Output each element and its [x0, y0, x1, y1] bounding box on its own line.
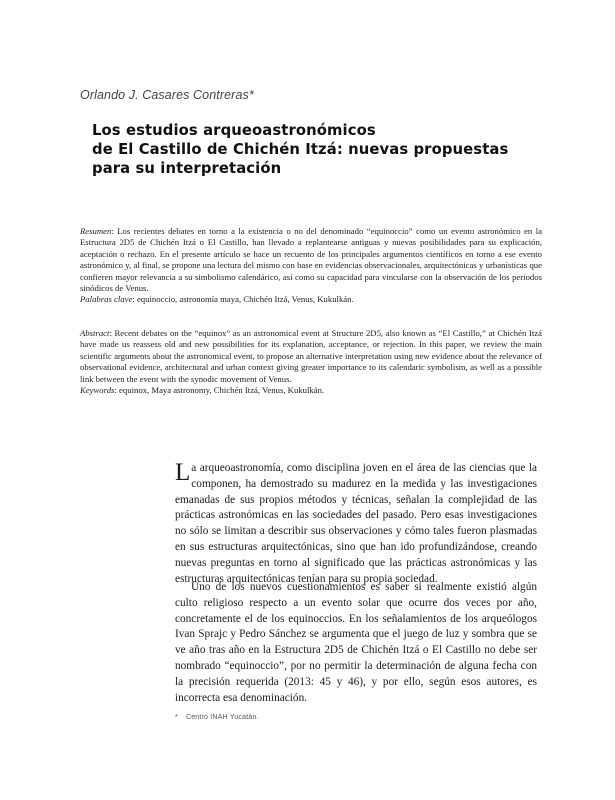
footnote-text: Centro INAH Yucatán. — [185, 714, 259, 721]
title-line: Los estudios arqueoastronómicos — [92, 122, 376, 139]
palabras-clave-text: : equinoccio, astronomía maya, Chichén Itzá, Venus, Kukulkán. — [132, 294, 354, 305]
article-title — [92, 121, 552, 178]
body-paragraph-1 — [175, 461, 537, 587]
resumen-text: : Los recientes debates en torno a la existencia o no del denominado “equinoccio” como un evento astronómico en la Estructura 2D5 de Chichén Itzá o El Castillo, han llevado a replantearse antiguas y nuevas posibilidades para su explicación, aceptación o rechazo. En el presente artículo se hace un recuento de los principales argumentos científicos en torno a ese evento astronómico y, al final, se propone una lectura del mismo con base en evidencias observacionales, arquitectónicas y urbanísticas que confieren mayor relevancia a su simbolismo calendárico, así como su capacidad para vincularse con la observación de los periodos sinódicos de Venus. — [80, 226, 542, 294]
abstract-label: Abstract — [80, 328, 110, 338]
footnote — [175, 714, 259, 721]
title-line: para su interpretación — [92, 160, 282, 177]
resumen-label: Resumen — [80, 226, 112, 236]
resumen-block — [80, 226, 542, 306]
abstract-block — [80, 328, 542, 396]
body-paragraph-2: Uno de los nuevos cuestionamientos es saber si realmente existió algún culto religioso respecto a un evento solar que ocurre dos veces por año, concretamente el de los equinoccios. En los señalamientos de los arqueólogos Ivan Sprajc y Pedro Sánchez se argumenta que el juego de luz y sombra que se ve año tras año en la Estructura 2D5 de Chichén Itzá o El Castillo no debe ser nombrado “equinoccio”, por no permitir la determinación de alguna fecha con la precisión requerida (2013: 45 y 46), y por ello, según esos autores, es incorrecta esa denominación. — [175, 581, 537, 704]
paragraph-text: a arqueoastronomía, como disciplina joven en el área de las ciencias que la componen, ha demostrado su madurez en la medida y las investigaciones emanadas de sus propios métodos y técnicas, señalan la complejidad de las prácticas astronómicas en las sociedades del pasado. Pero esas investigaciones no sólo se limitan a describir sus observaciones y cómo tales fueron plasmadas en sus estructuras arquitectónicas, sino que han ido profundizándose, creando nuevas preguntas en torno al significado que las prácticas astronómicas y las estructuras arquitectónicas tenían para su propia sociedad. — [175, 462, 537, 585]
abstract-text: : Recent debates on the “equinox” as an astronomical event at Structure 2D5, also known as “El Castillo,” at Chichén Itzá have made us reassess old and new possibilities for its explanation, acceptance, or rejection. In this paper, we review the main scientific arguments about the astronomical event, to propose an alternative interpretation using new evidence about the relevance of observational evidence, architectural and urban context giving greater importance to its calendaric symbolism, as well as a possible link between the event with the synodic movement of Venus. — [80, 328, 542, 384]
keywords-text: : equinox, Maya astronomy, Chichén Itzá, Venus, Kukulkán. — [114, 385, 325, 396]
drop-cap: L — [175, 459, 191, 486]
keywords-label: Keywords — [80, 385, 115, 396]
footnote-mark: * — [175, 714, 178, 721]
title-line: de El Castillo de Chichén Itzá: nuevas propuestas — [92, 141, 509, 158]
palabras-clave-label: Palabras clave — [80, 294, 133, 305]
author-name: Orlando J. Casares Contreras* — [80, 88, 254, 102]
